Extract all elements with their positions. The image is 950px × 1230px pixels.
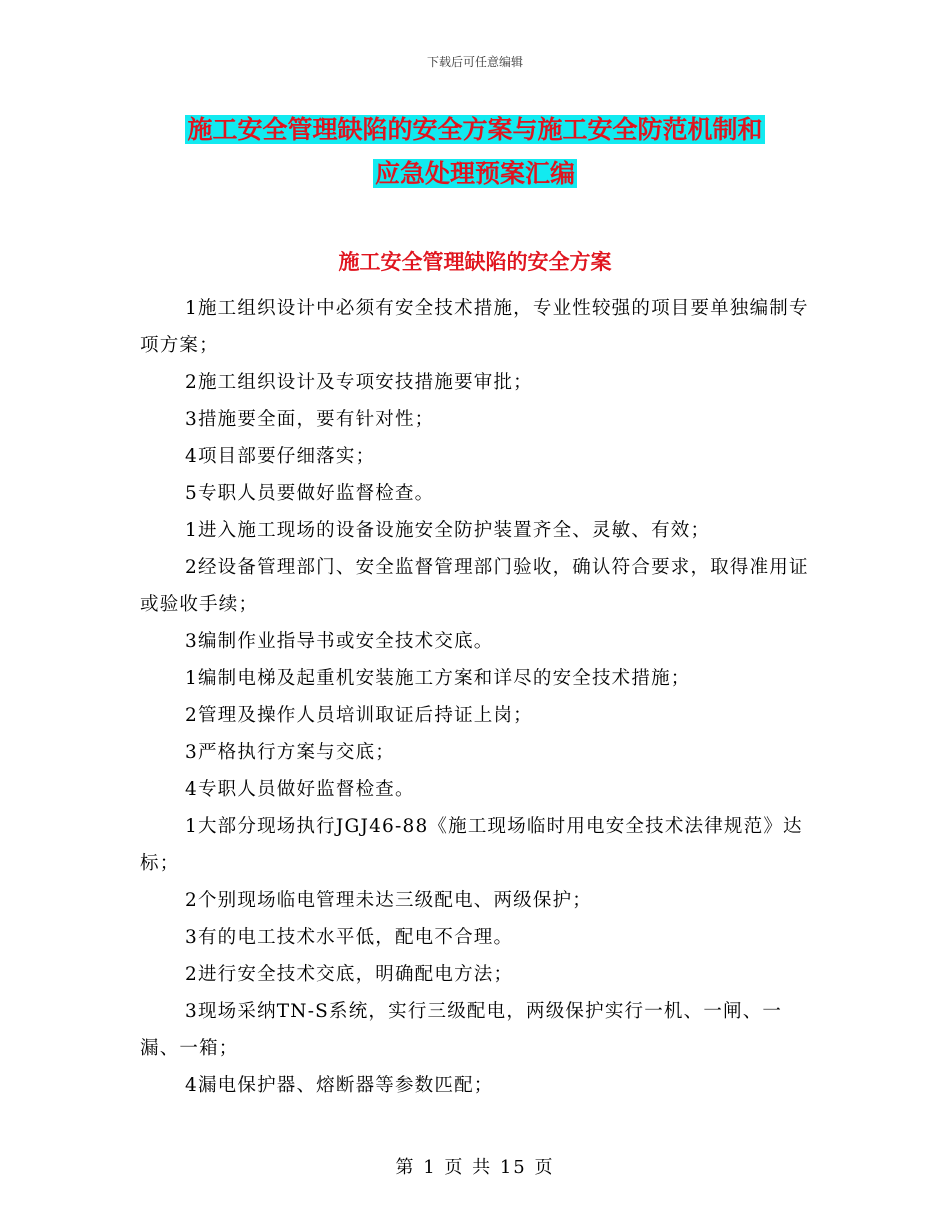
paragraph: 4漏电保护器、熔断器等参数匹配； [185, 1075, 494, 1096]
paragraph: 4专职人员做好监督检查。 [185, 779, 415, 800]
paragraph: 1编制电梯及起重机安装施工方案和详尽的安全技术措施； [185, 668, 691, 689]
paragraph: 1进入施工现场的设备设施安全防护装置齐全、灵敏、有效； [185, 520, 711, 541]
paragraph: 2个别现场临电管理未达三级配电、两级保护； [185, 890, 592, 911]
paragraph: 2经设备管理部门、安全监督管理部门验收，确认符合要求，取得准用证或验收手续； [140, 557, 809, 615]
paragraph: 3措施要全面，要有针对性； [185, 409, 435, 430]
paragraph: 2进行安全技术交底，明确配电方法； [185, 964, 514, 985]
paragraph: 1施工组织设计中必须有安全技术措施，专业性较强的项目要单独编制专项方案； [140, 298, 809, 356]
page-footer: 第 1 页 共 15 页 [395, 1157, 555, 1178]
document-title-line-1-text: 施工安全管理缺陷的安全方案与施工安全防范机制和 [187, 115, 763, 144]
section-title: 施工安全管理缺陷的安全方案 [338, 249, 612, 274]
paragraph: 2管理及操作人员培训取证后持证上岗； [185, 705, 533, 726]
paragraph: 4项目部要仔细落实； [185, 446, 376, 467]
paragraph: 1大部分现场执行JGJ46-88《施工现场临时用电安全技术法律规范》达标； [140, 816, 803, 874]
body-text [140, 290, 816, 1104]
document-title-line-1 [0, 112, 950, 148]
paragraph: 3严格执行方案与交底； [185, 742, 395, 763]
document-title-line-2 [0, 156, 950, 192]
header-note: 下载后可任意编辑 [426, 55, 523, 69]
paragraph: 2施工组织设计及专项安技措施要审批； [185, 372, 533, 393]
paragraph: 3编制作业指导书或安全技术交底。 [185, 631, 494, 652]
document-title-line-2-text: 应急处理预案汇编 [374, 159, 575, 188]
paragraph: 5专职人员要做好监督检查。 [185, 483, 435, 504]
paragraph: 3现场采纳TN-S系统，实行三级配电，两级保护实行一机、一闸、一漏、一箱； [140, 1001, 783, 1059]
paragraph: 3有的电工技术水平低，配电不合理。 [185, 927, 514, 948]
